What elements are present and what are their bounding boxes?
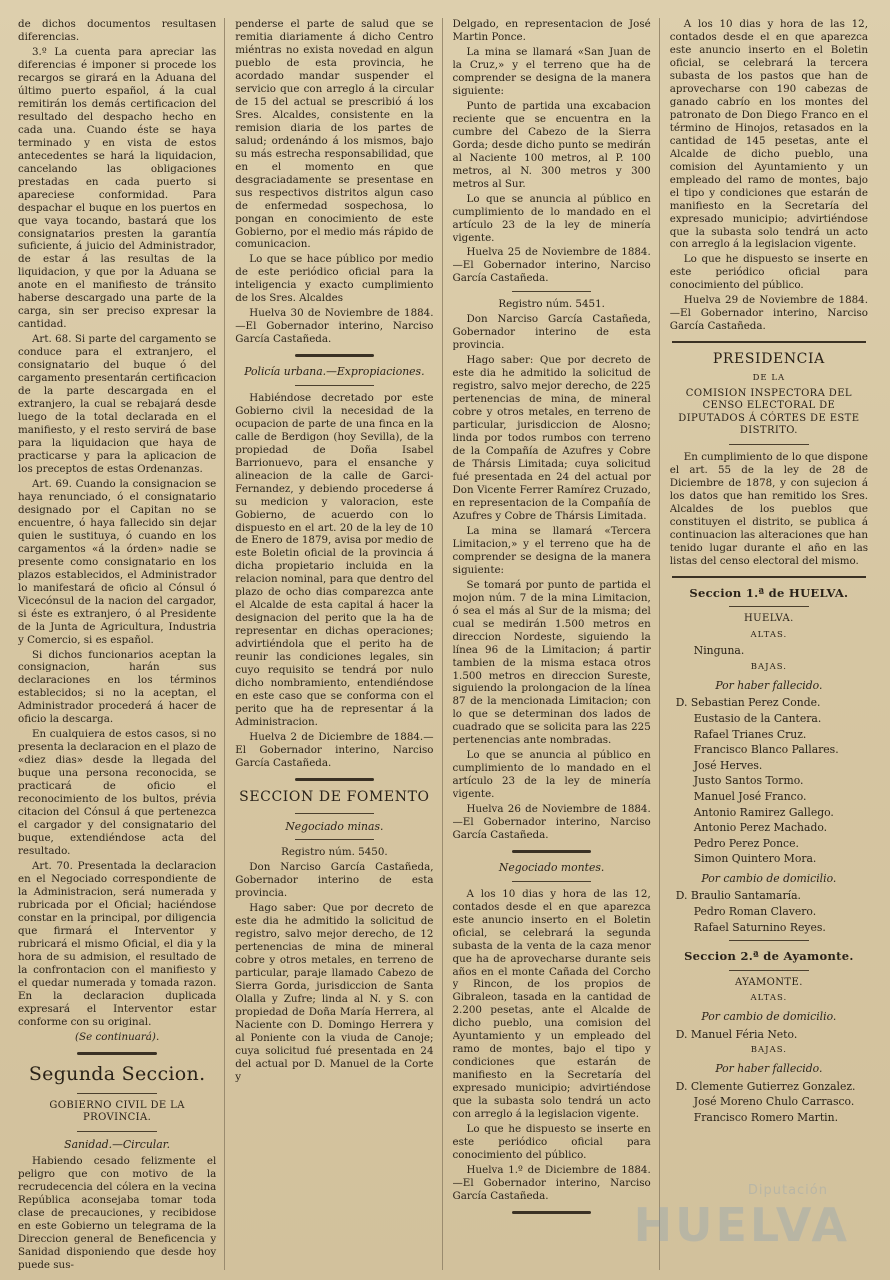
montes-heading: Negociado montes. bbox=[498, 861, 605, 875]
divider bbox=[512, 291, 591, 292]
paragraph: Huelva 25 de Noviembre de 1884. —El Gobernador interino, Narciso García Castañeda. bbox=[452, 246, 651, 285]
paragraph: Huelva 29 de Noviembre de 1884. —El Gobernador interino, Narciso García Castañeda. bbox=[669, 294, 868, 333]
column-4 bbox=[670, 18, 876, 1270]
paragraph: Lo que se anuncia al público en cumplimiento de lo mandado en el artículo 23 de la ley de minería vigente. bbox=[452, 749, 651, 801]
column-1 bbox=[18, 18, 225, 1270]
paragraph: La mina se llamará «San Juan de la Cruz,» y el terreno que ha de comprender se designa de la manera siguiente: bbox=[452, 45, 651, 97]
registro-number: Registro núm. 5451. bbox=[498, 298, 605, 311]
altas-heading: ALTAS. bbox=[750, 993, 788, 1004]
continued-note: (Se continuará). bbox=[75, 1030, 160, 1043]
watermark-sub: Diputación bbox=[747, 1183, 828, 1198]
divider bbox=[295, 354, 374, 357]
paragraph: Delgado, en representacion de José Martin Ponce. bbox=[452, 18, 651, 43]
list-item: Simon Quintero Mora. bbox=[693, 852, 817, 866]
sanidad-heading: Sanidad.—Circular. bbox=[64, 1137, 171, 1151]
fomento-heading: SECCION DE FOMENTO bbox=[239, 788, 430, 805]
paragraph: A los 10 dias y hora de las 12, contados desde el en que aparezca este anuncio inserto en el Boletin oficial, se celebrará la tercera subasta de los pastos que han de aprovecharse con 190 cabezas de ganado cabrío en los montes del patronato de Don Diego Franco en el término de Hinojos, retasados en la cantidad de 145 pesetas, ante el Alcalde de dicho pueblo, una comision del Ayuntamiento y un empleado del ramo de montes, bajo el tipo y condiciones que estarán de manifiesto en la Secretaría del expresado municipio; advirtiéndose que la subasta solo tendrá un acto con arreglo á la legislacion vigente. bbox=[669, 18, 868, 251]
list-item: Francisco Blanco Pallares. bbox=[693, 743, 839, 757]
divider bbox=[729, 444, 808, 445]
gov-heading: GOBIERNO CIVIL DE LA PROVINCIA. bbox=[49, 1099, 185, 1124]
domicilio-heading: Por cambio de domicilio. bbox=[701, 1010, 837, 1024]
divider bbox=[295, 778, 374, 781]
list-item: Manuel José Franco. bbox=[693, 789, 807, 803]
list-item: Justo Santos Tormo. bbox=[693, 774, 804, 788]
paragraph: En cualquiera de estos casos, si no presenta la declaracion en el plazo de «diez dias» desde la llegada del buque una persona reconocida, se practicará de oficio el reconocimiento de los bultos, prévia citacion del Cónsul á que pertenezca el cargador y del consignatario del buque, extendiéndose acta del resultado. bbox=[18, 728, 217, 858]
list-item: José Herves. bbox=[693, 758, 763, 772]
list-item: Rafael Trianes Cruz. bbox=[693, 727, 807, 741]
registro-number: Registro núm. 5450. bbox=[281, 846, 388, 859]
paragraph: de dichos documentos resultasen diferencias. bbox=[18, 18, 217, 43]
comision-heading: COMISION INSPECTORA DEL CENSO ELECTORAL DE DIPUTADOS Á CÓRTES DE ESTE DISTRITO. bbox=[678, 387, 860, 437]
watermark-logo: HUELVA bbox=[633, 1198, 850, 1252]
paragraph: Huelva 26 de Noviembre de 1884. —El Gobernador interino, Narciso García Castañeda. bbox=[452, 803, 651, 842]
paragraph: Hago saber: Que por decreto de este dia he admitido la solicitud de registro, salvo mejor derecho, de 12 pertenencias de mina de mineral cobre y otros metales, en terreno de particular, paraje llamado Cabezo de Sierra Gorda, jurisdiccion de Santa Olalla y Zufre; linda al N. y S. con propiedad de Doña María Herrera, al Naciente con D. Domingo Herrera y al Poniente con la viuda de Canoje; cuya solicitud fué presentada en 24 del actual por D. Manuel de la Corte y bbox=[235, 902, 434, 1083]
de-la-heading: DE LA bbox=[752, 372, 786, 383]
paragraph: En cumplimiento de lo que dispone el art. 55 de la ley de 28 de Diciembre de 1878, y con sujecion á los datos que han remitido los Sres. Alcaldes de los pueblos que constituyen el distrito, se publica á continuacion las alteraciones que han tenido lugar durante el año en las listas del censo electoral del mismo. bbox=[669, 450, 868, 567]
paragraph: Huelva 30 de Noviembre de 1884.—El Gobernador interino, Narciso García Castañeda. bbox=[235, 307, 434, 346]
paragraph: Lo que se hace público por medio de este periódico oficial para la inteligencia y exacto cumplimiento de los Sres. Alcaldes bbox=[235, 253, 434, 305]
paragraph: Lo que he dispuesto se inserte en este periódico oficial para conocimiento del público. bbox=[452, 1123, 651, 1162]
policia-heading: Policía urbana.—Expropiaciones. bbox=[244, 365, 425, 379]
paragraph: Art. 68. Si parte del cargamento se conduce para el extranjero, el consignatario del buque ó del cargamento presentarán certificacion de la parte descargada en el extranjero, la cual se rebajará desde luego de la total declarada en el manifiesto, y el resto servirá de base para la liquidacion que haya de practicarse y para la aplicacion de los preceptos de estas Ordenanzas. bbox=[18, 333, 217, 475]
paragraph: Se tomará por punto de partida el mojon núm. 7 de la mina Limitacion, ó sea el más al Sur de la misma; del cual se medirán 1.500 metros en direccion Nordeste, siguiendo la línea 96 de la Limitacion; á partir tambien de la misma estaca otros 1.500 metros en direccion Sureste, siguiendo la prolongacion de la línea 87 de la mencionada Limitacion; con lo que se determinan dos lados de cuadrado que se solicita para las 225 pertenencias ante nombradas. bbox=[452, 578, 651, 747]
list-item: D. Sebastian Perez Conde. bbox=[675, 696, 821, 710]
paragraph: A los 10 dias y hora de las 12, contados desde el en que aparezca este anuncio inserto en el Boletin oficial, se celebrará la segunda subasta de la venta de la caza menor que ha de aprovecharse durante seis años en el monte Cañada del Corcho y Rincon, de los propios de Gibraleon, tasada en la cantidad de 2.200 pesetas, ante el Alcalde de dicho pueblo, una comision del Ayuntamiento y un empleado del ramo de montes, bajo el tipo y condiciones que estarán de manifiesto en la Secretaría del expresado municipio; advirtiéndose que la subasta solo tendrá un acto con arreglo á la legislacion vigente. bbox=[452, 887, 651, 1121]
paragraph: Lo que he dispuesto se inserte en este periódico oficial para conocimiento del público. bbox=[669, 253, 868, 292]
paragraph: penderse el parte de salud que se remitia diariamente á dicho Centro miéntras no exista novedad en algun pueblo de esta provincia, he acordado mandar suspender el servicio que con arreglo á la circular de 15 del actual se prescribió á los Sres. Alcaldes, consistente en la remision diaria de los partes de salud; ordenándo á los mismos, bajo su más estrecha responsabilidad, que en el momento en que desgraciadamente se presentase en sus respectivos distritos algun caso de enfermedad sospechosa, lo pongan en conocimiento de este Gobierno, por el medio más rápido de comunicacion. bbox=[235, 18, 434, 251]
minas-heading: Negociado minas. bbox=[285, 819, 384, 833]
altas-heading: ALTAS. bbox=[750, 629, 788, 640]
list-item: Francisco Romero Martin. bbox=[693, 1110, 838, 1124]
paragraph: Habiendo cesado felizmente el peligro que con motivo de la recrudecencia del cólera en la vecina República aconsejaba tomar toda clase de precauciones, y recibidose en este Gobierno un telegrama de la Direccion general de Beneficencia y Sanidad disponiendo que desde hoy puede sus- bbox=[18, 1155, 217, 1270]
column-2 bbox=[235, 18, 442, 1270]
divider bbox=[672, 576, 866, 578]
section-2-heading: Seccion 2.ª de Ayamonte. bbox=[684, 949, 854, 964]
list-item: Pedro Roman Clavero. bbox=[693, 905, 817, 919]
divider bbox=[729, 606, 808, 607]
paragraph: Huelva 2 de Diciembre de 1884.—El Gobernador interino, Narciso García Castañeda. bbox=[235, 731, 434, 769]
presidencia-heading: PRESIDENCIA bbox=[712, 351, 825, 368]
column-3 bbox=[453, 18, 660, 1270]
town-heading: HUELVA. bbox=[744, 613, 794, 625]
list-item: Pedro Perez Ponce. bbox=[693, 836, 799, 850]
divider bbox=[77, 1131, 156, 1132]
domicilio-heading: Por cambio de domicilio. bbox=[701, 871, 837, 885]
divider bbox=[512, 1211, 591, 1214]
paragraph: Art. 69. Cuando la consignacion se haya renunciado, ó el consignatario designado por el Capitan no se encuentre, ó haya fallecido sin dejar quien le sustituya, ó cuando en los cargamentos «á la órden» nadie se presente como consignatario en los plazos establecidos, el Administrador lo manifestará de oficio al Cónsul ó Vicecónsul de la nacion del cargador, si éste es extranjero, ó al Presidente de la Junta de Agricultura, Industria y Comercio, si es español. bbox=[18, 477, 217, 646]
bajas-heading: BAJAS. bbox=[750, 662, 787, 673]
divider bbox=[77, 1052, 156, 1055]
paragraph: Punto de partida una excabacion reciente que se encuentra en la cumbre del Cabezo de la Sierra Gorda; desde dicho punto se medirán al Naciente 100 metros, al P. 100 metros, al N. 300 metros y 300 metros al Sur. bbox=[452, 99, 651, 190]
domicilio-list bbox=[670, 889, 868, 934]
list-item: Antonio Ramirez Gallego. bbox=[693, 805, 834, 819]
paragraph: La mina se llamará «Tercera Limitacion,» y el terreno que ha de comprender se designa de la manera siguiente: bbox=[452, 524, 651, 576]
paragraph: Don Narciso García Castañeda, Gobernador interino de esta provincia. bbox=[452, 313, 651, 352]
list-item: José Moreno Chulo Carrasco. bbox=[693, 1095, 855, 1109]
divider bbox=[77, 1093, 156, 1094]
town-heading: AYAMONTE. bbox=[734, 976, 803, 988]
list-item: D. Braulio Santamaría. bbox=[675, 889, 801, 903]
fallecidos-list bbox=[670, 696, 868, 866]
fallecidos2-list bbox=[670, 1080, 868, 1125]
divider bbox=[295, 385, 374, 386]
columns bbox=[18, 18, 876, 1270]
list-item: Rafael Saturnino Reyes. bbox=[693, 920, 826, 934]
list-item: Ninguna. bbox=[693, 644, 745, 658]
bajas-heading: BAJAS. bbox=[750, 1045, 787, 1056]
divider bbox=[295, 813, 374, 814]
list-item: Antonio Perez Machado. bbox=[693, 821, 828, 835]
paragraph: Lo que se anuncia al público en cumplimiento de lo mandado en el artículo 23 de la ley de minería vigente. bbox=[452, 192, 651, 244]
paragraph: Habiéndose decretado por este Gobierno civil la necesidad de la ocupacion de parte de una finca en la calle de Berdigon (hoy Sevilla), de la propiedad de Doña Isabel Barrionuevo, para el ensanche y alineacion de la calle de Garci-Fernandez, y debiendo procederse á su medicion y valoracion, este Gobierno, de acuerdo con lo dispuesto en el art. 20 de la ley de 10 de Enero de 1879, avisa por medio de este Boletin oficial de la provincia á dicha propietario incluida en la relacion nominal, para que dentro del plazo de ocho dias comparezca ante el Alcalde de esta capital á hacer la designacion del perito que la ha de representar en dichas operaciones; advirtiéndola que el perito ha de reunir las condiciones legales, sin cuyo requisito se tendrá por nulo dicho nombramiento, entendiéndose en este caso que se conforma con el perito que ha de representar á la Administracion. bbox=[235, 391, 434, 729]
paragraph: Art. 70. Presentada la declaracion en el Negociado correspondiente de la Administracion, será numerada y rubricada por el Oficial; haciéndose constar en la principal, por diligencia que firmará el Interventor y rubricará el mismo Oficial, el dia y la hora de su admision, el resultado de la confrontacion con el manifiesto y el quedar numerada y tomada razon. En la declaracion duplicada expresará el Interventor estar conforme con su original. bbox=[18, 860, 217, 1028]
section-1-heading: Seccion 1.ª de HUELVA. bbox=[689, 585, 849, 600]
paragraph: Si dichos funcionarios aceptan la consignacion, harán sus declaraciones en los términos establecidos; si no la aceptan, el Administrador procederá á hacer de oficio la descarga. bbox=[18, 648, 217, 726]
list-item: Eustasio de la Cantera. bbox=[693, 711, 822, 725]
divider bbox=[729, 940, 808, 941]
divider bbox=[672, 341, 866, 343]
paragraph: 3.º La cuenta para apreciar las diferencias é imponer si procede los recargos se girará en la Aduana del último puerto español, á la cual remitirán los demás certificacion del resultado del despacho hecho en cada una. Cuando éste se haya terminado y en vista de estos antecedentes se hará la liquidacion, cancelando las obligaciones prestadas en cada puerto si apareciese conformidad. Para despachar el buque en los puertos en que vaya tocando, bastará que los consignatarios presten la garantía suficiente, á juicio del Administrador, de estar á las resultas de la liquidacion, y que por la Aduana se anote en el manifiesto de tránsito haberse descargado una parte de la carga, sin ser preciso expresar la cantidad. bbox=[18, 45, 217, 331]
divider bbox=[512, 850, 591, 853]
paragraph: Hago saber: Que por decreto de este dia he admitido la solicitud de registro, salvo mejor derecho, de 225 pertenencias de mina, de mineral cobre y otros metales, en terreno de particular, jurisdiccion de Alosno; linda por todos rumbos con terreno de la Compañía de Azufres y Cobre de Thársis Limitada; cuya solicitud fué presentada en 24 del actual por Don Vicente Ferrer Ramírez Cruzado, en representacion de la Compañía de Azufres y Cobre de Thársis Limitada. bbox=[452, 354, 651, 522]
list-item: D. Manuel Féria Neto. bbox=[675, 1027, 798, 1041]
divider bbox=[295, 839, 374, 840]
list-item: D. Clemente Gutierrez Gonzalez. bbox=[675, 1079, 856, 1093]
section-heading: Segunda Seccion. bbox=[28, 1062, 206, 1085]
divider bbox=[729, 970, 808, 971]
fallecido-heading: Por haber fallecido. bbox=[715, 1061, 823, 1075]
paragraph: Don Narciso García Castañeda, Gobernador interino de esta provincia. bbox=[235, 861, 434, 900]
fallecido-heading: Por haber fallecido. bbox=[715, 678, 823, 692]
divider bbox=[512, 881, 591, 882]
paragraph: Huelva 1.º de Diciembre de 1884. —El Gobernador interino, Narciso García Castañeda. bbox=[452, 1164, 651, 1202]
altas2-list bbox=[670, 1028, 868, 1042]
